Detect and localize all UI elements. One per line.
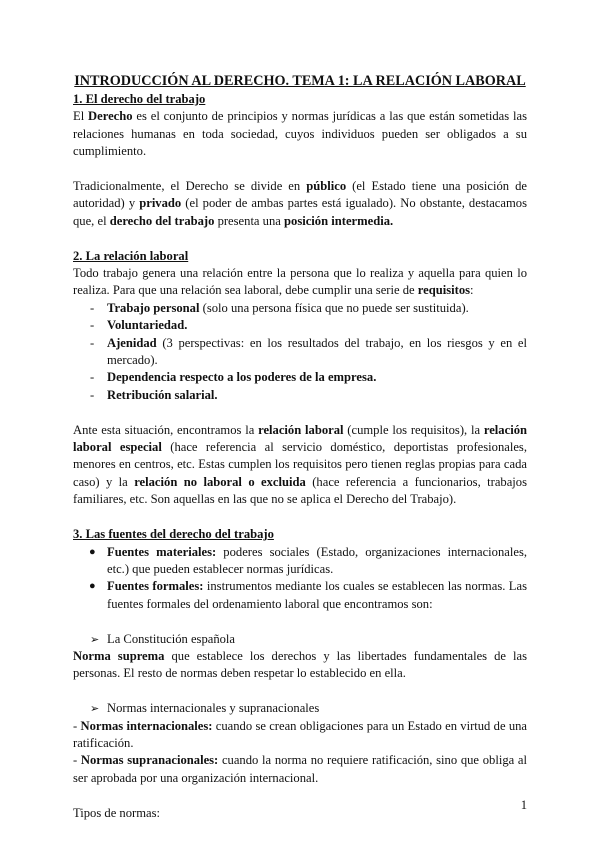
- list-item: - Trabajo personal (solo una persona física que no puede ser sustituida).: [90, 300, 469, 315]
- list-item: ● Fuentes formales: instrumentos mediante los cuales se establecen las normas. Las fuentes formales del ordenamiento laboral que encontramos son:: [89, 579, 527, 611]
- bullet-dot-icon: ●: [89, 580, 96, 593]
- section-2-paragraph-2: Ante esta situación, encontramos la relación laboral (cumple los requisitos), la relación laboral especial (hace referencia al servicio doméstico, deportistas profesionales, menores en centros, etc. Estas cumplen los requisitos pero tienen reglas propias para cada caso) y la relación no laboral o excluida (hace referencia a funcionarios, trabajos familiares, etc. Son aquellas en las que no se aplica el Derecho del Trabajo).: [73, 422, 528, 507]
- document-title: INTRODUCCIÓN AL DERECHO. TEMA 1: LA RELACIÓN LABORAL: [74, 73, 526, 89]
- list-item: - Ajenidad (3 perspectivas: en los resultados del trabajo, en los riesgos y en el mercado).: [90, 335, 527, 368]
- sources-list: [73, 544, 527, 614]
- list-item: ● Fuentes materiales: poderes sociales (Estado, organizaciones internacionales, etc.) que pueden establecer normas jurídicas.: [89, 544, 527, 576]
- bullet-dot-icon: ●: [89, 545, 96, 558]
- page-content: [73, 72, 527, 822]
- norm-types-label: Tipos de normas:: [73, 805, 160, 820]
- requirements-list: [73, 300, 527, 404]
- arrow-bullet-icon: ➢: [90, 632, 100, 646]
- page-number: 1: [520, 798, 527, 812]
- section-2-heading: 2. La relación laboral: [73, 248, 189, 263]
- list-item: - Retribución salarial.: [90, 387, 218, 402]
- section-1-paragraph-2: Tradicionalmente, el Derecho se divide en público (el Estado tiene una posición de autoridad) y privado (el poder de ambas partes está igualado). No obstante, destacamos que, el derecho del trabajo presenta una posición intermedia.: [73, 179, 527, 228]
- constitution-paragraph: Norma suprema que establece los derechos y las libertades fundamentales de las personas. El resto de normas deben respetar lo establecido en ella.: [73, 648, 527, 681]
- supranational-norms-paragraph: - Normas supranacionales: cuando la norma no requiere ratificación, sino que obliga al ser aprobada por una organización internacional.: [73, 753, 527, 785]
- section-3-heading: 3. Las fuentes del derecho del trabajo: [73, 527, 274, 542]
- list-item: - Voluntariedad.: [90, 318, 188, 333]
- arrow-bullet-icon: ➢: [90, 702, 100, 716]
- international-norms-paragraph: - Normas internacionales: cuando se crean obligaciones para un Estado en virtud de una ratificación.: [73, 718, 528, 750]
- international-norms-subheading: ➢ Normas internacionales y supranacionales: [73, 700, 527, 717]
- section-1-paragraph-1: El Derecho es el conjunto de principios y normas jurídicas a las que están sometidas las relaciones humanas en toda sociedad, cuyos individuos pueden ser obligados a su cumplimiento.: [73, 109, 528, 159]
- section-2-intro: Todo trabajo genera una relación entre la persona que lo realiza y aquella para quien lo realiza. Para que una relación sea laboral, debe cumplir una serie de requisitos:: [73, 266, 527, 298]
- constitution-subheading: ➢ La Constitución española: [73, 631, 527, 648]
- section-1-heading: 1. El derecho del trabajo: [73, 92, 206, 106]
- list-item: - Dependencia respecto a los poderes de la empresa.: [90, 370, 377, 385]
